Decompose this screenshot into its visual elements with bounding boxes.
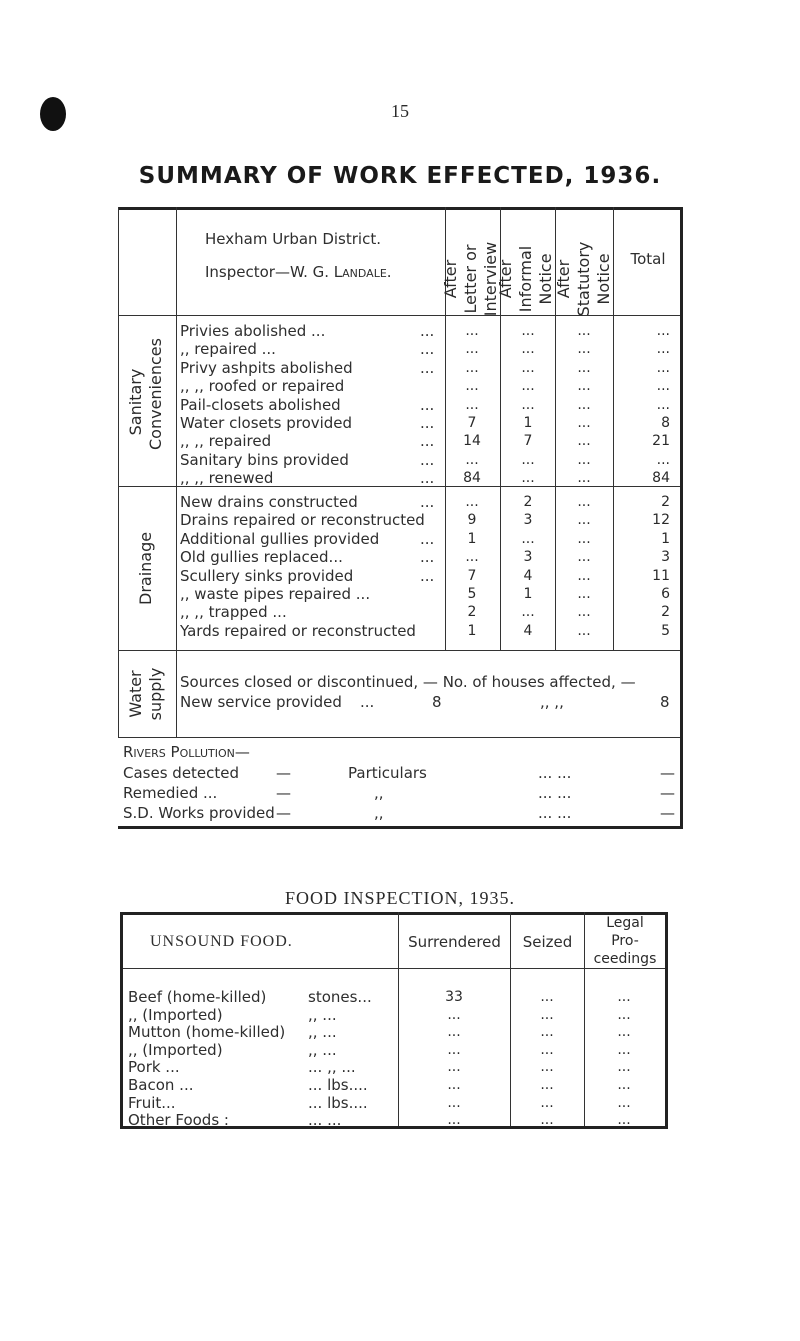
- cell-statutory: ...: [577, 512, 591, 529]
- cell-statutory: ...: [577, 359, 591, 376]
- cell-statutory: ...: [577, 396, 591, 413]
- cell-surrendered: ...: [447, 1041, 461, 1058]
- cell-informal: 2: [523, 494, 533, 510]
- cell-surrendered: 33: [445, 989, 463, 1005]
- row-label: ,, ,, roofed or repaired: [180, 377, 345, 396]
- cell-letter: ...: [465, 341, 479, 358]
- cell-informal: ...: [521, 451, 535, 468]
- row-leader: ...: [420, 340, 435, 359]
- group-label-water: Water supply: [126, 667, 165, 721]
- cell-letter: ...: [465, 323, 479, 339]
- cell-informal: 1: [523, 586, 533, 602]
- water-bottom-rule: [118, 737, 681, 738]
- cell-total: 12: [652, 512, 670, 529]
- water-new-service-leader: ...: [360, 693, 375, 711]
- cell-letter: 7: [467, 415, 477, 431]
- cell-letter: ...: [465, 451, 479, 468]
- cell-seized: ...: [540, 1059, 554, 1076]
- water-new-service-affected: 8: [660, 693, 670, 711]
- page-title: SUMMARY OF WORK EFFECTED, 1936.: [138, 163, 662, 189]
- cell-total: ...: [656, 359, 670, 376]
- cell-total: 2: [661, 604, 670, 621]
- cell-statutory: ...: [577, 415, 591, 431]
- cell-seized: ...: [540, 1112, 554, 1129]
- cell-surrendered: ...: [447, 1112, 461, 1129]
- food-col-header-legal: Legal Pro- ceedings: [593, 915, 657, 967]
- drainage-bottom-rule: [118, 650, 681, 651]
- food-row-unit: ... lbs....: [308, 1076, 368, 1094]
- row-label: ,, ,, trapped ...: [180, 603, 287, 622]
- cell-surrendered: ...: [447, 1094, 461, 1111]
- cell-total: ...: [656, 451, 670, 468]
- cell-total: ...: [656, 341, 670, 358]
- water-sources-closed: Sources closed or discontinued, — No. of houses affected, —: [180, 673, 636, 691]
- cell-seized: ...: [540, 1094, 554, 1111]
- cell-total: ...: [656, 396, 670, 413]
- row-dots: ... ...: [538, 804, 572, 822]
- row-label: Yards repaired or reconstructed: [180, 621, 416, 640]
- row-label: Scullery sinks provided: [180, 566, 354, 585]
- cell-seized: ...: [540, 1024, 554, 1041]
- cell-statutory: ...: [577, 622, 591, 639]
- row-end-dash: —: [660, 764, 675, 782]
- cell-statutory: ...: [577, 470, 591, 487]
- row-label: ,, ,, renewed: [180, 469, 274, 488]
- page-number: 15: [391, 101, 409, 121]
- cell-statutory: ...: [577, 378, 591, 395]
- cell-legal: ...: [617, 1041, 631, 1058]
- cell-letter: 1: [467, 530, 477, 547]
- row-label: Water closets provided: [180, 414, 353, 432]
- row-leader: ...: [420, 469, 435, 488]
- food-row-label: Beef (home-killed): [128, 988, 267, 1006]
- cell-seized: ...: [540, 1006, 554, 1023]
- row-leader: ...: [420, 432, 435, 451]
- col-header-letter: After Letter or Interview: [441, 241, 500, 317]
- row-label: Drains repaired or reconstructed: [180, 511, 425, 530]
- cell-statutory: ...: [577, 604, 591, 621]
- row-particulars: ,,: [374, 804, 384, 822]
- cell-letter: ...: [465, 549, 479, 566]
- cell-letter: ...: [465, 378, 479, 395]
- cell-statutory: ...: [577, 567, 591, 584]
- cell-total: 2: [661, 494, 670, 510]
- cell-informal: 4: [523, 567, 533, 584]
- row-leader: ...: [420, 395, 435, 414]
- row-label: S.D. Works provided: [123, 804, 275, 822]
- cell-letter: 84: [463, 470, 481, 487]
- table-bottom-border: [118, 826, 681, 829]
- inspector-heading: Inspector—W. G. Landale.: [205, 263, 392, 281]
- row-label: Privies abolished ...: [180, 322, 326, 340]
- cell-legal: ...: [617, 1059, 631, 1076]
- col-header-statutory: After Statutory Notice: [554, 241, 613, 317]
- food-col-header-surrendered: Surrendered: [408, 933, 501, 951]
- cell-legal: ...: [617, 1024, 631, 1041]
- cell-seized: ...: [540, 989, 554, 1005]
- row-leader: ...: [420, 566, 435, 585]
- row-label: Additional gullies provided: [180, 529, 380, 548]
- table-top-border: [118, 207, 681, 210]
- row-label: Remedied ...: [123, 784, 218, 802]
- row-leader: ...: [420, 548, 435, 567]
- cell-statutory: ...: [577, 549, 591, 566]
- row-particulars: ,,: [374, 784, 384, 802]
- cell-surrendered: ...: [447, 1077, 461, 1093]
- cell-total: 6: [661, 586, 670, 602]
- cell-informal: ...: [521, 604, 535, 621]
- cell-surrendered: ...: [447, 1059, 461, 1076]
- cell-statutory: ...: [577, 586, 591, 602]
- water-new-service-ditto: ,, ,,: [540, 693, 564, 711]
- cell-legal: ...: [617, 1077, 631, 1093]
- cell-letter: 5: [467, 586, 477, 602]
- cell-letter: 2: [467, 604, 477, 621]
- row-label: Cases detected: [123, 764, 240, 782]
- row-label: ,, repaired ...: [180, 340, 276, 359]
- row-particulars: Particulars: [348, 764, 427, 782]
- food-inspection-title: FOOD INSPECTION, 1935.: [284, 888, 515, 908]
- row-label: Privy ashpits abolished: [180, 358, 353, 377]
- water-new-service-label: New service provided: [180, 693, 342, 711]
- row-dots: ... ...: [538, 764, 572, 782]
- food-header-rule: [122, 968, 668, 969]
- row-leader: ...: [420, 529, 435, 548]
- rivers-pollution-heading: Rivers Pollution—: [123, 743, 250, 761]
- cell-informal: ...: [521, 530, 535, 547]
- cell-total: ...: [656, 378, 670, 395]
- group-label-sanitary: Sanitary Conveniences: [126, 338, 165, 450]
- cell-seized: ...: [540, 1077, 554, 1093]
- food-row-unit: ... ,, ...: [308, 1058, 356, 1077]
- row-end-dash: —: [660, 804, 675, 822]
- cell-informal: 3: [523, 549, 533, 566]
- food-row-label: Bacon ...: [128, 1076, 194, 1094]
- cell-letter: ...: [465, 396, 479, 413]
- food-row-label: Mutton (home-killed): [128, 1023, 286, 1042]
- food-row-unit: ,, ...: [308, 1005, 337, 1024]
- food-row-label: ,, (Imported): [128, 1005, 223, 1024]
- food-row-label: Fruit...: [128, 1093, 176, 1112]
- row-label: Pail-closets abolished: [180, 395, 341, 414]
- cell-legal: ...: [617, 1006, 631, 1023]
- cell-letter: ...: [465, 359, 479, 376]
- food-col-header-seized: Seized: [522, 933, 573, 951]
- row-label: Sanitary bins provided: [180, 450, 349, 469]
- row-dots: ... ...: [538, 784, 572, 802]
- cell-informal: ...: [521, 396, 535, 413]
- row-dash: —: [276, 804, 291, 822]
- row-label: ,, ,, repaired: [180, 432, 272, 451]
- cell-statutory: ...: [577, 494, 591, 510]
- col-header-total: Total: [630, 250, 666, 268]
- food-row-unit: ... ...: [308, 1111, 342, 1130]
- cell-statutory: ...: [577, 451, 591, 468]
- food-row-unit: ,, ...: [308, 1040, 337, 1059]
- cell-statutory: ...: [577, 530, 591, 547]
- cell-statutory: ...: [577, 433, 591, 450]
- cell-total: 11: [652, 567, 670, 584]
- row-leader: ...: [420, 450, 435, 469]
- cell-informal: 1: [523, 415, 533, 431]
- cell-legal: ...: [617, 989, 631, 1005]
- cell-total: 84: [652, 470, 670, 487]
- row-dash: —: [276, 764, 291, 782]
- cell-letter: 7: [467, 567, 477, 584]
- row-label: ,, waste pipes repaired ...: [180, 585, 371, 603]
- right-border: [680, 207, 683, 829]
- row-dash: —: [276, 784, 291, 802]
- row-leader: ...: [420, 358, 435, 377]
- group-label-drainage: Drainage: [136, 531, 155, 605]
- cell-informal: 7: [523, 433, 533, 450]
- row-label: Old gullies replaced...: [180, 548, 343, 567]
- row-end-dash: —: [660, 784, 675, 802]
- row-leader: ...: [420, 493, 435, 511]
- cell-informal: ...: [521, 470, 535, 487]
- cell-informal: ...: [521, 359, 535, 376]
- row-label: New drains constructed: [180, 493, 358, 511]
- row-leader: ...: [420, 322, 435, 340]
- food-row-label: Other Foods :: [128, 1111, 229, 1130]
- water-new-service-value: 8: [432, 693, 442, 711]
- col-header-informal: After Informal Notice: [496, 245, 555, 313]
- cell-informal: 4: [523, 622, 533, 639]
- cell-letter: 14: [463, 433, 481, 450]
- cell-informal: ...: [521, 341, 535, 358]
- food-row-label: Pork ...: [128, 1058, 180, 1077]
- food-col-header-unsound: UNSOUND FOOD.: [150, 933, 293, 950]
- cell-statutory: ...: [577, 341, 591, 358]
- cell-statutory: ...: [577, 323, 591, 339]
- cell-informal: 3: [523, 512, 533, 529]
- food-row-label: ,, (Imported): [128, 1040, 223, 1059]
- cell-total: 1: [661, 530, 670, 547]
- cell-informal: ...: [521, 378, 535, 395]
- cell-surrendered: ...: [447, 1006, 461, 1023]
- food-row-unit: ,, ...: [308, 1023, 337, 1042]
- food-left-border: [120, 912, 123, 1129]
- cell-informal: ...: [521, 323, 535, 339]
- left-border: [118, 207, 119, 737]
- food-right-border: [665, 912, 668, 1129]
- row-leader: ...: [420, 414, 435, 432]
- cell-legal: ...: [617, 1112, 631, 1129]
- cell-total: 21: [652, 433, 670, 450]
- cell-surrendered: ...: [447, 1024, 461, 1041]
- cell-letter: 9: [467, 512, 477, 529]
- food-row-unit: ... lbs....: [308, 1093, 368, 1112]
- food-row-unit: stones...: [308, 988, 372, 1006]
- cell-total: 5: [661, 622, 670, 639]
- group-col-divider: [176, 207, 177, 737]
- cell-legal: ...: [617, 1094, 631, 1111]
- cell-total: ...: [656, 323, 670, 339]
- cell-total: 8: [661, 415, 670, 431]
- cell-letter: 1: [467, 622, 477, 639]
- cell-total: 3: [661, 549, 670, 566]
- cell-seized: ...: [540, 1041, 554, 1058]
- district-heading: Hexham Urban District.: [205, 230, 381, 248]
- cell-letter: ...: [465, 494, 479, 510]
